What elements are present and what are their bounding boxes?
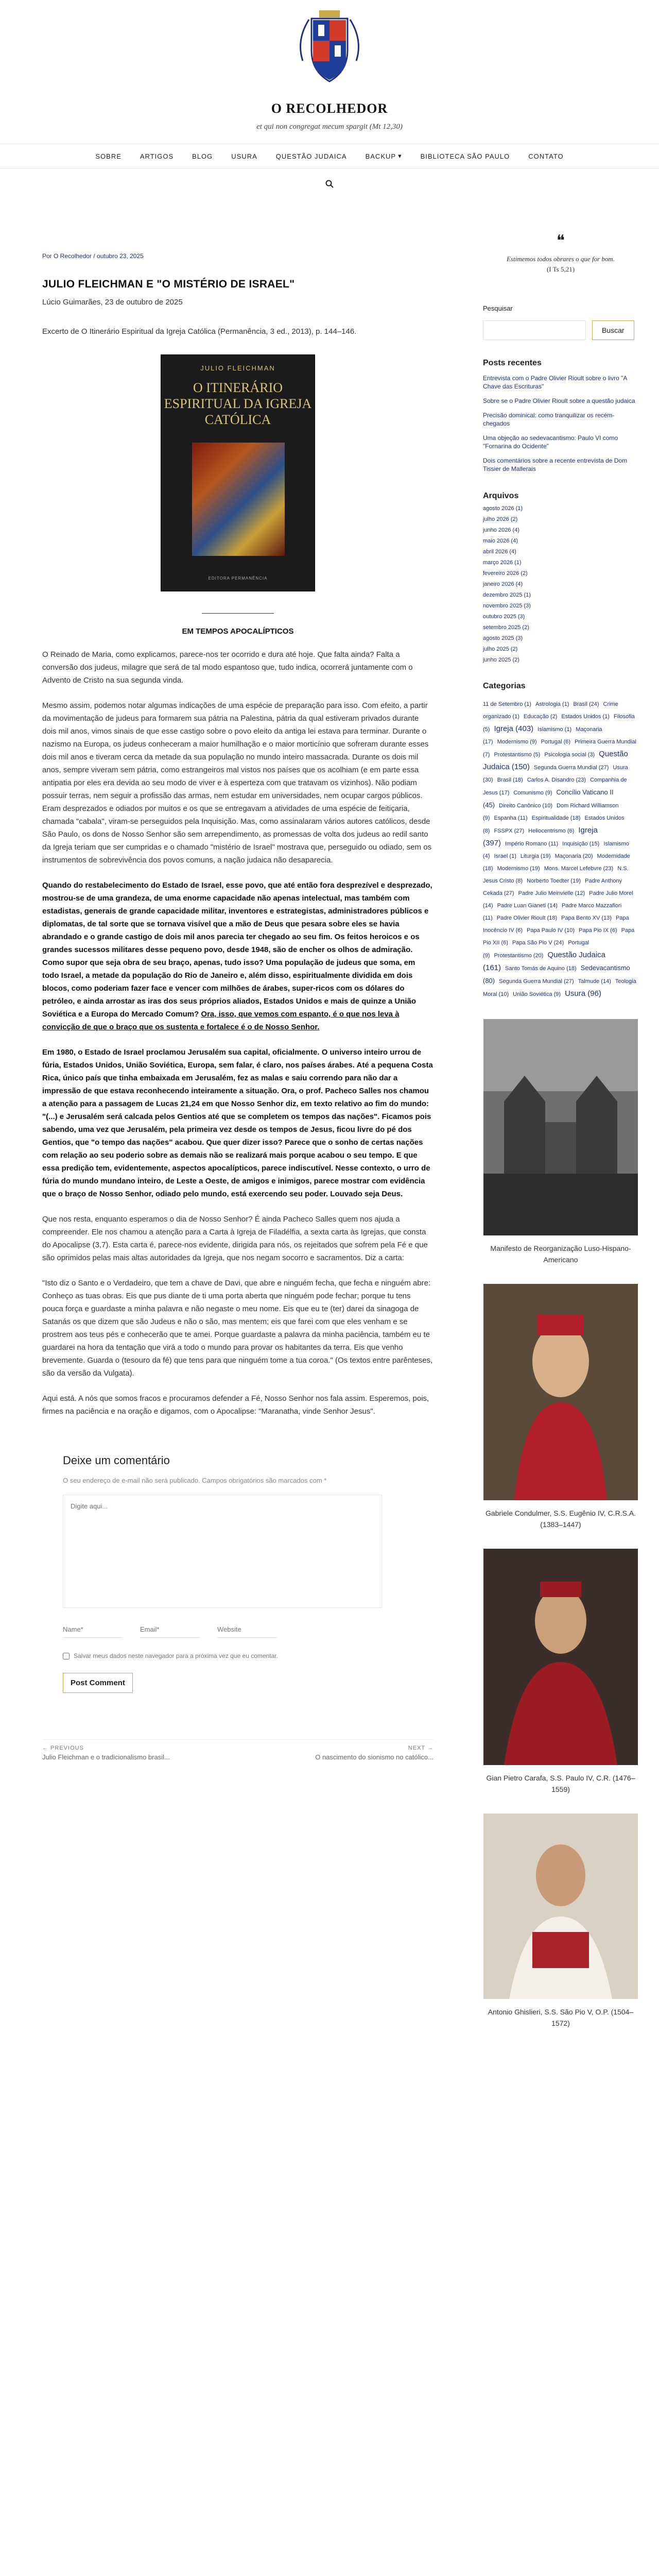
category-tag[interactable]: Padre Julio Morel (14) (483, 890, 633, 909)
sidebar-figure-manifesto (483, 1019, 638, 1265)
book-author: JULIO FLEICHMAN (200, 364, 275, 372)
category-tag[interactable]: Estados Unidos (8) (483, 815, 625, 834)
site-header (0, 0, 659, 190)
category-tag[interactable]: Modernidade (18) (483, 853, 630, 872)
paragraph-3-underlined: Ora, isso, que vemos com espanto, é o que nos leva à convicção de que o braço que os sustenta e fortalece é o de Nosso Senhor. (42, 1010, 400, 1031)
save-info-label: Salvar meus dados neste navegador para a próxima vez que eu comentar. (74, 1652, 278, 1659)
post-excerpt-line: Excerto de O Itinerário Espiritual da Igreja Católica (Permanência, 3 ed., 2013), p. 144–146. (42, 327, 357, 336)
category-tag[interactable]: Israel (1) (494, 853, 516, 859)
category-tag[interactable]: Companhia de Jesus (17) (483, 777, 627, 796)
nav-item-biblioteca[interactable]: BIBLIOTECA SÃO PAULO (420, 152, 510, 160)
sidebar-figure-paulo-iv (483, 1549, 638, 1795)
paragraph-4: Em 1980, o Estado de Israel proclamou Jerusalém sua capital, oficialmente. O universo inteiro urrou de fúria, Estados Unidos, União Soviética, Europa, sem falar, é claro, nos países árabes. Até a pequena Costa Rica, único país que tinha embaixada em Jerusalém, fez as malas e saiu correndo para não dar a impressão de que estava reconhecendo inteiramente a situação. Ora, o prof. Pacheco Salles nos chamou a atenção para a passagem de Lucas 21,24 em que Nosso Senhor diz, em texto relativo ao fim do mundo: "(...) e Jerusalém será calcada pelos Gentios até que se completem os tempos das nações". Ficamos pois sabendo, uma vez que Jerusalém, pela primeira vez desde os tempos de Jesus, ficou livre do pé dos Gentios, que "o tempo das nações" acabou. Que quer dizer isso? Parece que o sonho de certas nações com relação ao seu poderio sobre as demais não se realizará mais porque acabou o seu tempo. E que essa predição tem, evidentemente, aspectos apocalípticos, parece indiscutível. Nesse contexto, o urro de fúria do mundo mundano inteiro, de Leste a Oeste, de amigos e inimigos, parece mostrar com evidência que o braço de Nosso Senhor, odiado pelo mundo, está exercendo seu poder. Louvado seja Deus. (42, 1048, 433, 1198)
category-tag[interactable]: União Soviética (9) (513, 991, 561, 997)
post-title: JULIO FLEICHMAN E "O MISTÉRIO DE ISRAEL" (42, 278, 295, 290)
category-tag[interactable]: Crime organizado (1) (483, 701, 618, 720)
category-tag[interactable]: Estados Unidos (1) (561, 714, 610, 720)
website-field[interactable] (217, 1621, 277, 1638)
divider (202, 613, 274, 614)
category-tag[interactable]: Protestantismo (5) (494, 752, 541, 758)
recent-posts-list (483, 374, 638, 473)
post-meta[interactable]: Por O Recolhedor / outubro 23, 2025 (42, 252, 144, 260)
post-content (42, 252, 433, 1761)
nav-item-artigos[interactable]: ARTIGOS (140, 152, 174, 160)
pope-portrait-image (483, 1284, 638, 1500)
sidebar-figure-pio-v (483, 1814, 638, 2029)
name-field[interactable] (63, 1621, 123, 1638)
paragraph-2: Mesmo assim, podemos notar algumas indicações de uma espécie de preparação para isso. Com efeito, a partir da movimentação de judeus para formarem sua pátria na Palestina, pátria da qual estiveram privados durante dois mil anos, vimos sinais de que esse castigo sobre o povo eleito da antiga lei estava para terminar. Durante o nazismo na Europa, os judeus conheceram a maior humilhação e o maior morticínio que sofreram durante esses dois mil anos e tiveram cerca da metade da sua população no mundo inteiro massacrada. Durante os dois mil anos, sempre viveram sem pátria, como estrangeiros mal vistos nos países que os acolhiam (e em parte essa antipatia por eles era devida ao seu modo de viver e à esperteza com que tratavam os vizinhos). Não podiam possuir terras, nem seguir a profissão das armas, nem estudar em universidades, nem ocupar cargos públicos. Eram desprezados e odiados por muitos e os que se entregavam a atividades de uma espécie de feitiçaria, chamada "cabala", viram-se perseguidos pela Inquisição. Mas, como assinalaram vários autores católicos, desde São Paulo, os dons de Nosso Senhor são sem arrependimento, as promessas de volta dos judeus ao redil santo da Igreja teriam que ser cumpridas e o chamado "mistério de Israel" mostrava que, perseguido ou odiado, sem os instrumentos de sobrevivência dos povos comuns, a nação judaica não desaparecia. (42, 701, 432, 865)
book-publisher: EDITORA PERMANÊNCIA (208, 576, 268, 581)
category-tag[interactable]: Sedevacantismo (80) (483, 964, 630, 985)
category-tag[interactable]: Islamismo (1) (537, 726, 572, 733)
chevron-down-icon: ▾ (398, 152, 402, 160)
archive-link[interactable]: março 2026 (1) (483, 560, 522, 566)
paragraph-5: Que nos resta, enquanto esperamos o dia de Nosso Senhor? É ainda Pacheco Salles quem nos ajuda a compreender. Ele nos chamou a atenção para a Carta à Igreja de Filadélfia, a sexta carta às Igrejas, que consta do Apocalipse (3,7). Esta carta é, parece-nos evidente, dirigida para nós, os rejeitados que sofrem pela Fé e que são oprimidos pelas mais altas autoridades da Igreja, que nos negam socorro e sacramentos. Diz a carta: (42, 1215, 428, 1262)
category-tag[interactable]: Espiritualidade (18) (531, 815, 581, 821)
tag-cloud (483, 698, 638, 1001)
book-cover-image (161, 354, 315, 591)
category-tag[interactable]: Psicologia social (3) (544, 752, 595, 758)
quote-reference: (I Ts 5,21) (546, 265, 575, 273)
category-tag[interactable]: Santo Tomás de Aquino (18) (505, 965, 577, 972)
category-tag[interactable]: Padre Marco Mazzafiori (11) (483, 903, 622, 921)
archive-link[interactable]: agosto 2025 (3) (483, 635, 523, 641)
section-heading: EM TEMPOS APOCALÍPTICOS (182, 627, 294, 636)
nav-item-blog[interactable]: BLOG (192, 152, 213, 160)
recent-post-link[interactable]: Entrevista com o Padre Olivier Rioult sobre o livro "A Chave das Escrituras" (483, 375, 627, 390)
paragraph-3 (42, 879, 433, 1033)
category-tag[interactable]: FSSPX (27) (494, 828, 525, 834)
figure-caption: Gian Pietro Carafa, S.S. Paulo IV, C.R. (1476–1559) (486, 1774, 635, 1793)
category-tag[interactable]: Comunismo (9) (513, 790, 552, 796)
category-tag[interactable]: N.S. Jesus Cristo (8) (483, 866, 629, 884)
email-field[interactable] (140, 1621, 200, 1638)
paragraph-3-text: Quando do restabelecimento do Estado de Israel, esse povo, que até então fora desprezível e desprezado, mostrou-se de uma grandeza, de uma enorme capacidade não apenas intelectual, mas também com estadistas, generais de grande capacidade militar, inventores e estrategistas, administradores públicos e diplomatas, de tal sorte que se tornava visível que a mão de Deus que pesara sobre eles se havia abrandado e o grande castigo de dois mil anos parecia ter chegado ao seu fim. Os feitos heroicos e os grandes sucessos militares desse pequeno povo, desde 1948, são de encher os olhos de admiração. Como supor que seja obra de seu braço, apenas, tudo isso? Uma população de judeus que soma, em todo Israel, a metade da população do Rio de Janeiro e, além disso, espiritualmente dividida em dois blocos, como poderiam fazer face e vencer com milhões de árabes, super-ricos com os dólares do petróleo, e ainda arrostar as iras dos seus próprios aliados, Estados Unidos e mais de quinze a União Soviética e a Europa do Mercado Comum? (42, 881, 432, 1019)
archive-link[interactable]: abril 2026 (4) (483, 549, 516, 555)
comment-textarea[interactable] (63, 1495, 382, 1608)
save-info-option[interactable] (63, 1652, 382, 1659)
pope-portrait-image (483, 1549, 638, 1765)
recent-post-link[interactable]: Dois comentários sobre a recente entrevista de Dom Tissier de Mallerais (483, 457, 628, 472)
category-tag[interactable]: Islamismo (4) (483, 841, 629, 859)
archive-link[interactable]: junho 2026 (4) (483, 527, 519, 533)
category-tag[interactable]: Usura (30) (483, 765, 628, 783)
category-tag[interactable]: Astrologia (1) (535, 701, 569, 707)
archive-link[interactable]: agosto 2026 (1) (483, 505, 523, 512)
category-tag[interactable]: Educação (2) (523, 714, 558, 720)
paragraph-6: "Isto diz o Santo e o Verdadeiro, que tem a chave de Davi, que abre e ninguém fecha, que fecha e ninguém abre: Conheço as tuas obras. Eis que pus diante de ti uma porta aberta que ninguém pode fechar; porque tu tens pouca força e guardaste a minha palavra e não negaste o meu nome. Eis que eu te (ter) darei da sinagoga de Satanás os que dizem que são Judeus e não o são, mas mentem; eis que farei com que eles venham e se prostrem aos teus pés e conhecerão que te amei. Porque guardaste a palavra da minha paciência, também eu te guardarei na hora da tentação que virá a todo o mundo para provar os habitantes da terra. Eis que venho brevemente. Guarda o (tesouro da fé) que tens para que ninguém tome a tua coroa." (Os textos entre parênteses, são da versão da Vulgata). (42, 1279, 433, 1378)
category-tag[interactable]: Heliocentrismo (6) (528, 828, 575, 834)
category-tag[interactable]: Primeira Guerra Mundial (7) (483, 739, 636, 758)
recent-post-link[interactable]: Uma objeção ao sedevacantismo: Paulo VI como "Fornarina do Ocidente" (483, 434, 618, 450)
sidebar-figure-eugenio (483, 1284, 638, 1530)
category-tag[interactable]: Modernismo (19) (497, 866, 540, 872)
category-tag[interactable]: Carlos A. Disandro (23) (527, 777, 586, 783)
category-tag[interactable]: 11 de Setembro (1) (483, 701, 531, 707)
category-tag[interactable]: Mons. Marcel Lefebvre (23) (544, 866, 614, 872)
category-tag[interactable]: Dom Richard Williamson (9) (483, 803, 619, 821)
categories-title: Categorias (483, 682, 526, 690)
category-tag[interactable]: Segunda Guerra Mundial (27) (533, 765, 609, 771)
category-tag[interactable]: Igreja (397) (483, 826, 598, 848)
archives-list (483, 505, 638, 663)
figure-caption: Manifesto de Reorganização Luso-Hispano-Americano (490, 1244, 631, 1264)
post-byline: Lúcio Guimarães, 23 de outubro de 2025 (42, 298, 183, 307)
nav-item-backup-label: BACKUP (365, 152, 396, 160)
figure-caption: Antonio Ghislieri, S.S. São Pio V, O.P. (1504–1572) (488, 2008, 634, 2027)
category-tag[interactable]: Padre Luan Gianeti (14) (497, 903, 558, 909)
category-tag[interactable]: Império Romano (11) (505, 841, 559, 847)
figure-caption: Gabriele Condulmer, S.S. Eugênio IV, C.R.S.A. (1383–1447) (485, 1509, 636, 1529)
coat-of-arms-logo[interactable] (293, 9, 366, 87)
nav-item-backup[interactable] (366, 152, 402, 160)
nav-item-questao-judaica[interactable]: QUESTÃO JUDAICA (275, 152, 347, 160)
category-tag[interactable]: Modernismo (9) (497, 739, 537, 745)
category-tag[interactable]: Protestantismo (20) (494, 953, 544, 959)
category-tag[interactable]: Papa Paulo IV (10) (527, 927, 575, 934)
category-tag[interactable]: Teologia Moral (10) (483, 978, 636, 997)
category-tag[interactable]: Questão Judaica (150) (483, 750, 628, 771)
previous-label: ← PREVIOUS (42, 1745, 84, 1751)
archive-link[interactable]: dezembro 2025 (1) (483, 592, 531, 598)
nav-item-sobre[interactable]: SOBRE (95, 152, 122, 160)
category-tag[interactable]: Direito Canônico (10) (499, 803, 553, 809)
recent-posts-title: Posts recentes (483, 359, 542, 367)
archive-link[interactable]: novembro 2025 (3) (483, 603, 531, 609)
category-tag[interactable]: Portugal (6) (541, 739, 571, 745)
quote-icon: ❝ (556, 232, 565, 249)
next-label: NEXT → (408, 1745, 433, 1751)
category-tag[interactable]: Papa São Pio V (24) (512, 940, 564, 946)
archive-link[interactable]: maio 2026 (4) (483, 538, 518, 544)
next-title: O nascimento do sionismo no católico... (315, 1753, 433, 1761)
archive-link[interactable]: janeiro 2026 (4) (483, 581, 523, 587)
paragraph-1: O Reinado de Maria, como explicamos, parece-nos ter ocorrido e dura até hoje. Que falta ainda? Falta a conversão dos judeus, milagre que será de tal modo espantoso que, tudo indica, ocorrerá juntamente com o Advento de Cristo na sua segunda vinda. (42, 650, 413, 685)
site-tagline: et qui non congregat mecum spargit (Mt 12,30) (256, 123, 403, 131)
category-tag[interactable]: Brasil (24) (573, 701, 599, 707)
category-tag[interactable]: Portugal (9) (483, 940, 589, 959)
previous-title: Julio Fleichman e o tradicionalismo brasil... (42, 1753, 170, 1761)
category-tag[interactable]: Espanha (11) (494, 815, 528, 821)
save-info-checkbox[interactable] (63, 1653, 70, 1659)
nav-item-usura[interactable]: USURA (231, 152, 257, 160)
quote-widget (483, 232, 638, 274)
archive-link[interactable]: junho 2025 (2) (483, 657, 519, 663)
category-tag[interactable]: Segunda Guerra Mundial (27) (499, 978, 574, 985)
category-tag[interactable]: Maçonaria (17) (483, 726, 602, 745)
category-tag[interactable]: Concílio Vaticano II (45) (483, 788, 614, 809)
category-tag[interactable]: Papa Inocêncio IV (6) (483, 915, 629, 934)
comments-title: Deixe um comentário (63, 1454, 170, 1467)
archive-link[interactable]: setembro 2025 (2) (483, 624, 529, 631)
category-tag[interactable]: Norberto Toedter (19) (527, 878, 581, 884)
quote-text: Estimemos todos obrares o que for bom. (506, 255, 615, 263)
category-tag[interactable]: Brasil (18) (497, 777, 523, 783)
book-title: O ITINERÁRIO ESPIRITUAL DA IGREJA CATÓLICA (164, 380, 312, 427)
category-tag[interactable]: Talmude (14) (578, 978, 611, 985)
comments-note: O seu endereço de e-mail não será publicado. Campos obrigatórios são marcados com * (63, 1477, 327, 1484)
archive-link[interactable]: julho 2025 (2) (483, 646, 518, 652)
previous-post-link[interactable] (42, 1745, 170, 1761)
category-tag[interactable]: Igreja (403) (494, 724, 534, 733)
recent-post-link[interactable]: Precisão dominical: como tranquilizar os recém-chegados (483, 412, 615, 427)
paragraph-7: Aqui está. A nós que somos fracos e procuramos defender a Fé, Nosso Senhor nos fala assim. Esperemos, pois, firmes na paciência e na oração e digamos, com o Apocalipse: "Maranatha, vinde Senhor Jesus". (42, 1394, 429, 1416)
archives-title: Arquivos (483, 492, 519, 500)
pope-portrait-image (483, 1814, 638, 1999)
nav-item-contato[interactable]: CONTATO (528, 152, 564, 160)
cathedral-image (483, 1019, 638, 1235)
category-tag[interactable]: Padre Olivier Rioult (18) (496, 915, 558, 921)
category-tag[interactable]: Papa Bento XV (13) (561, 915, 612, 921)
archive-link[interactable]: julho 2026 (2) (483, 516, 518, 522)
category-tag[interactable]: Inquisição (15) (562, 841, 600, 847)
sidebar-search-button[interactable]: Buscar (592, 320, 634, 340)
archive-link[interactable]: outubro 2025 (3) (483, 614, 525, 620)
category-tag[interactable]: Papa Pio XII (6) (483, 927, 635, 946)
search-widget-title: Pesquisar (483, 304, 513, 312)
category-tag[interactable]: Filosofia (5) (483, 714, 635, 733)
category-tag[interactable]: Liturgia (19) (520, 853, 551, 859)
archive-link[interactable]: fevereiro 2026 (2) (483, 570, 528, 577)
post-navigation (42, 1739, 433, 1761)
post-comment-button[interactable]: Post Comment (63, 1673, 133, 1693)
next-post-link[interactable] (315, 1745, 433, 1761)
category-tag[interactable]: Maçonaria (20) (554, 853, 593, 859)
category-tag[interactable]: Questão Judaica (161) (483, 951, 606, 972)
book-art (192, 443, 285, 556)
site-title[interactable]: O RECOLHEDOR (271, 101, 388, 116)
search-icon[interactable] (325, 180, 334, 190)
category-tag[interactable]: Padre Anthony Cekada (27) (483, 878, 622, 896)
sidebar (483, 232, 638, 2029)
category-tag[interactable]: Padre Julio Meinvielle (12) (518, 890, 585, 896)
category-tag[interactable]: Usura (96) (565, 989, 601, 998)
recent-post-link[interactable]: Sobre se o Padre Olivier Rioult sobre a questão judaica (483, 397, 635, 404)
main-nav (0, 144, 659, 168)
sidebar-search-input[interactable] (483, 320, 586, 340)
comment-form (42, 1454, 382, 1693)
category-tag[interactable]: Papa Pio IX (6) (579, 927, 617, 934)
